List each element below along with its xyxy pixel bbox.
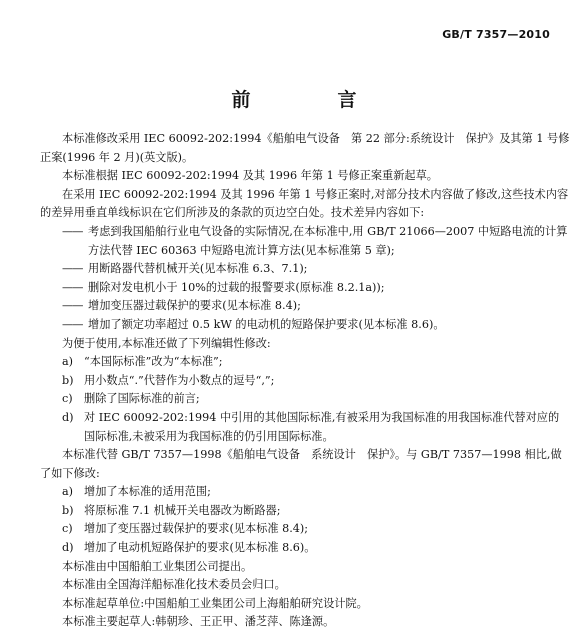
list-item	[40, 409, 570, 446]
list-item-label: a)	[62, 485, 74, 499]
list-item	[40, 502, 570, 521]
list-item	[40, 483, 570, 502]
list-item-label: a)	[62, 355, 74, 369]
dash-marker: ——	[62, 262, 83, 276]
list-item	[62, 297, 570, 316]
paragraph-proposer: 本标准由中国船舶工业集团公司提出。	[62, 559, 253, 573]
list-item-label: b)	[62, 503, 74, 517]
list-item-text: 增加了变压器过载保护的要求(见本标准 8.4);	[84, 522, 309, 536]
paragraph-replaces: 本标准代替 GB/T 7357—1998《船舶电气设备 系统设计 保护》。与 GB/T 7357—1998 相比,做了如下修改:	[40, 448, 562, 480]
dash-marker: ——	[62, 224, 83, 238]
list-item-label: b)	[62, 373, 74, 387]
list-item-text: 用小数点“.”代替作为小数点的逗号“,”;	[84, 373, 275, 387]
dash-marker: ——	[62, 299, 83, 313]
list-item	[40, 372, 570, 391]
list-item	[40, 539, 570, 558]
list-item-text: 考虑到我国船舶行业电气设备的实际情况,在本标准中,用 GB/T 21066—2007 中短路电流的计算方法代替 IEC 60363 中短路电流计算方法(见本标准第 5 章);	[88, 224, 568, 257]
list-item-text: 增加变压器过载保护的要求(见本标准 8.4);	[88, 299, 301, 313]
list-item-label: c)	[62, 522, 73, 536]
list-item-label: d)	[62, 541, 74, 555]
foreword-body	[40, 130, 570, 632]
technical-difference-list	[40, 223, 570, 335]
list-item-label: d)	[62, 410, 74, 424]
list-item	[40, 390, 570, 409]
list-item-text: 增加了额定功率超过 0.5 kW 的电动机的短路保护要求(见本标准 8.6)。	[88, 317, 445, 331]
list-item	[40, 520, 570, 539]
list-item-text: 用断路器代替机械开关(见本标准 6.3、7.1);	[88, 262, 308, 276]
paragraph-editorial-changes: 为便于使用,本标准还做了下列编辑性修改:	[62, 336, 271, 350]
list-item-text: 将原标准 7.1 机械开关电器改为断路器;	[84, 503, 281, 517]
paragraph-drafters: 本标准主要起草人:韩朝珍、王正甲、潘芝萍、陈逢源。	[62, 615, 335, 629]
paragraph-redraft: 本标准根据 IEC 60092-202:1994 及其 1996 年第 1 号修正案重新起草。	[62, 169, 438, 183]
list-item-text: 删除对发电机小于 10%的过载的报警要求(原标准 8.2.1a));	[88, 280, 385, 294]
paragraph-drafting-unit: 本标准起草单位:中国船舶工业集团公司上海船舶研究设计院。	[62, 596, 368, 610]
list-item-text: “本国际标准”改为“本标准”;	[84, 355, 223, 369]
paragraph-technical-differences: 在采用 IEC 60092-202:1994 及其 1996 年第 1 号修正案时,对部分技术内容做了修改,这些技术内容的差异用垂直单线标识在它们所涉及的条款的页边空白处。技术差异内容如下:	[40, 187, 569, 220]
list-item-text: 增加了电动机短路保护的要求(见本标准 8.6)。	[84, 541, 316, 555]
list-item	[62, 260, 570, 279]
paragraph-adoption: 本标准修改采用 IEC 60092-202:1994《船舶电气设备 第 22 部分:系统设计 保护》及其第 1 号修正案(1996 年 2 月)(英文版)。	[40, 132, 570, 164]
standard-code: GB/T 7357—2010	[442, 28, 550, 41]
page-title: 前 言	[231, 89, 391, 111]
list-item-text: 增加了本标准的适用范围;	[84, 485, 211, 499]
list-item	[62, 279, 570, 298]
dash-marker: ——	[62, 317, 83, 331]
list-item	[62, 223, 570, 260]
paragraph-centralized: 本标准由全国海洋船标准化技术委员会归口。	[62, 578, 286, 592]
list-item-text: 对 IEC 60092-202:1994 中引用的其他国际标准,有被采用为我国标准的用我国标准代替对应的国际标准,未被采用为我国标准的仍引用国际标准。	[84, 410, 560, 443]
editorial-change-list	[40, 353, 570, 446]
dash-marker: ——	[62, 280, 83, 294]
list-item-text: 删除了国际标准的前言;	[84, 392, 200, 406]
list-item	[40, 353, 570, 372]
list-item	[62, 316, 570, 335]
change-list	[40, 483, 570, 557]
list-item-label: c)	[62, 392, 73, 406]
